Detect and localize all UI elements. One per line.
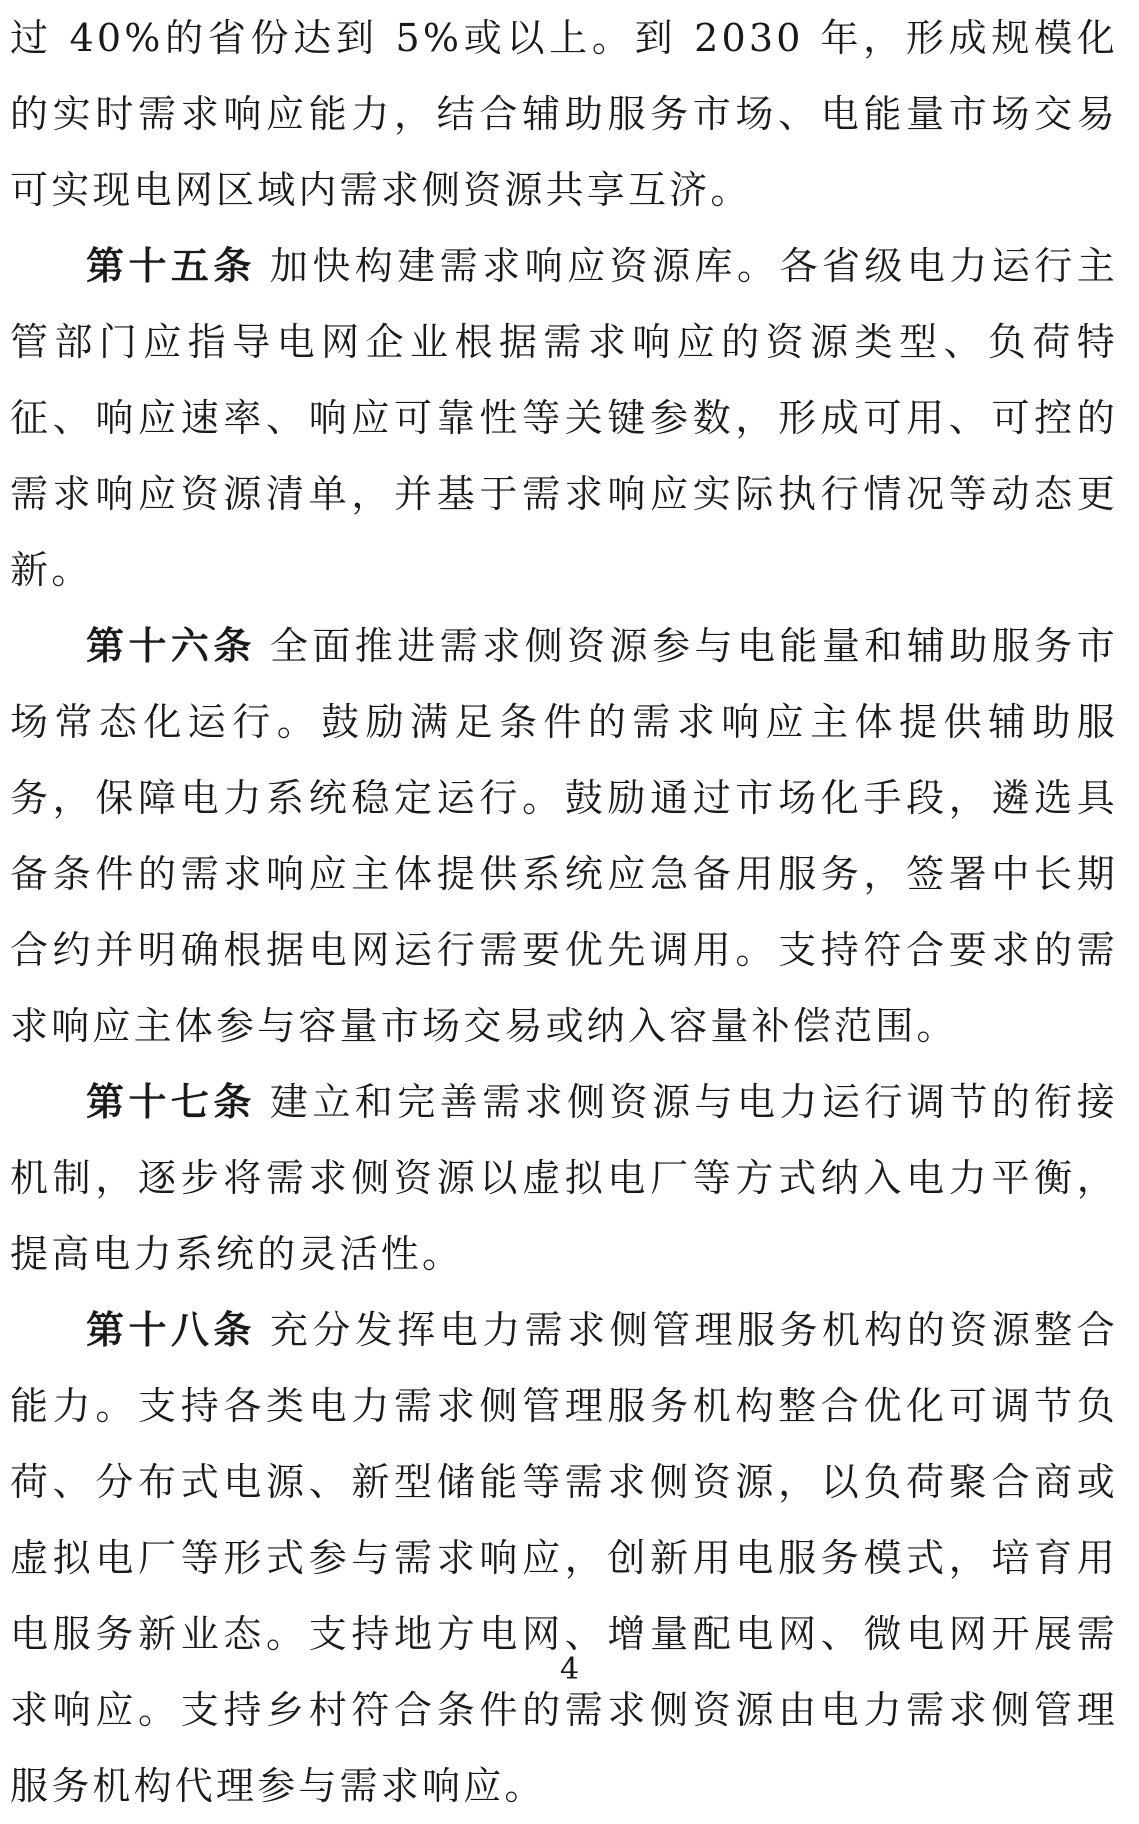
paragraph-text: 加快构建需求响应资源库。各省级电力运行主管部门应指导电网企业根据需求响应的资源类型、负荷特征、响应速率、响应可靠性等关键参数，形成可用、可控的需求响应资源清单，并基于需求响应实际执行情况等动态更新。	[10, 244, 1118, 592]
article-15	[10, 228, 1118, 608]
article-17	[10, 1064, 1118, 1292]
paragraph-text: 过 40%的省份达到 5%或以上。到 2030 年，形成规模化的实时需求响应能力，结合辅助服务市场、电能量市场交易可实现电网区域内需求侧资源共享互济。	[10, 16, 1118, 212]
article-heading: 第十七条	[86, 1079, 256, 1124]
paragraph-text: 充分发挥电力需求侧管理服务机构的资源整合能力。支持各类电力需求侧管理服务机构整合优化可调节负荷、分布式电源、新型储能等需求侧资源，以负荷聚合商或虚拟电厂等形式参与需求响应，创新用电服务模式，培育用电服务新业态。支持地方电网、增量配电网、微电网开展需求响应。支持乡村符合条件的需求侧资源由电力需求侧管理服务机构代理参与需求响应。	[10, 1308, 1118, 1808]
article-heading: 第十五条	[86, 243, 256, 288]
paragraph-text: 建立和完善需求侧资源与电力运行调节的衔接机制，逐步将需求侧资源以虚拟电厂等方式纳入电力平衡，提高电力系统的灵活性。	[10, 1080, 1118, 1276]
article-18	[10, 1292, 1118, 1824]
page-number: 4	[559, 1652, 580, 1687]
article-heading: 第十六条	[86, 623, 256, 668]
paragraph-text: 全面推进需求侧资源参与电能量和辅助服务市场常态化运行。鼓励满足条件的需求响应主体提供辅助服务，保障电力系统稳定运行。鼓励通过市场化手段，遴选具备条件的需求响应主体提供系统应急备用服务，签署中长期合约并明确根据电网运行需要优先调用。支持符合要求的需求响应主体参与容量市场交易或纳入容量补偿范围。	[10, 624, 1118, 1048]
paragraph-continuation	[10, 0, 1118, 228]
article-16	[10, 608, 1118, 1064]
article-heading: 第十八条	[86, 1307, 256, 1352]
document-body	[10, 0, 1118, 1824]
